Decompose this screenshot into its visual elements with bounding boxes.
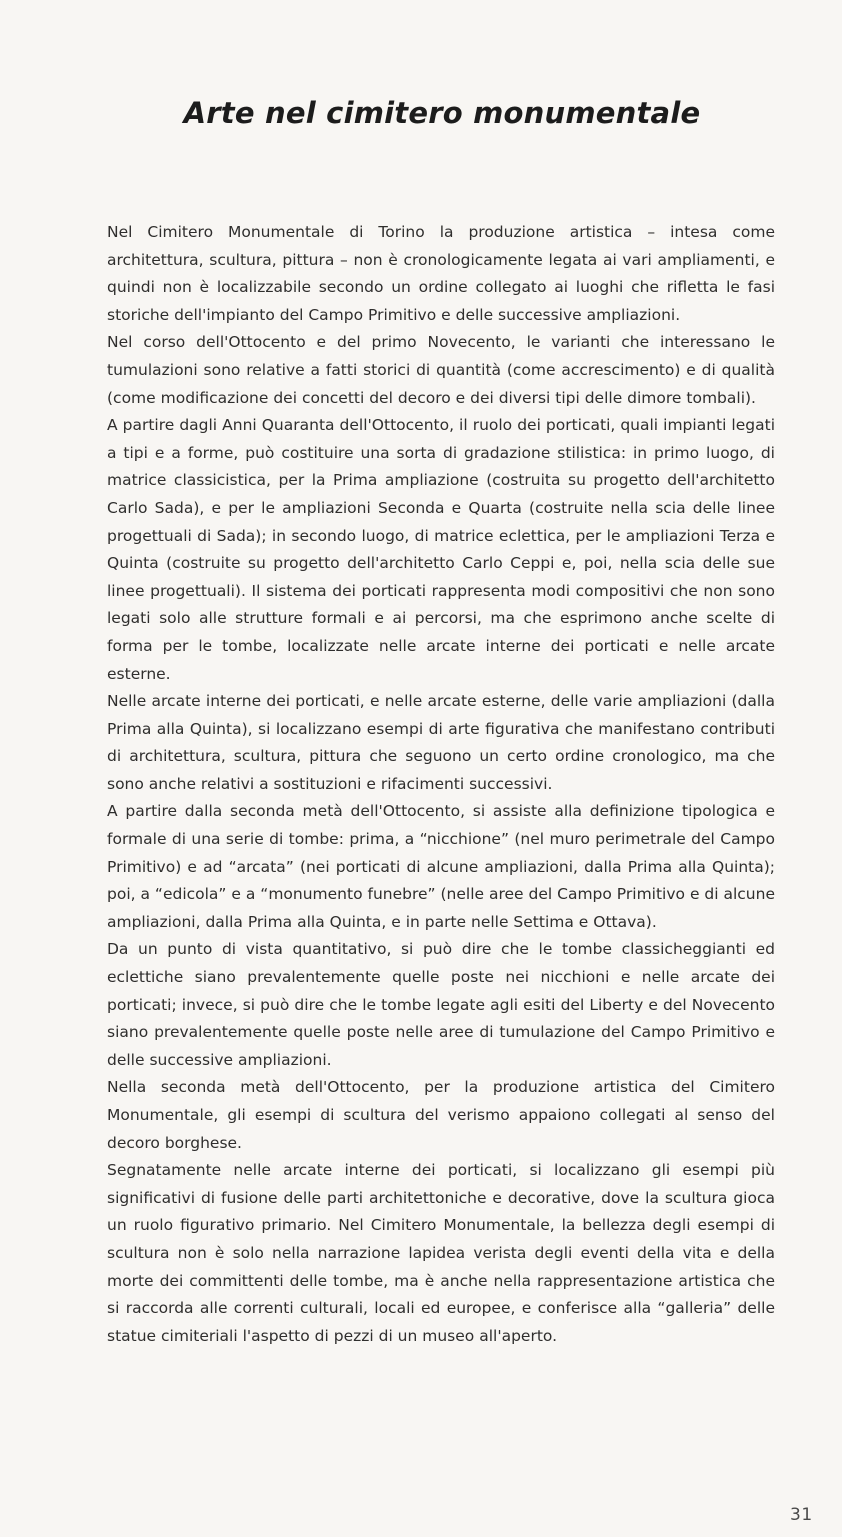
paragraph: A partire dagli Anni Quaranta dell'Ottocento, il ruolo dei porticati, quali impianti legati a tipi e a forme, può costituire una sorta di gradazione stilistica: in primo luogo, di matrice classicistica, per la Prima ampliazione (costruita su progetto dell'architetto Carlo Sada), e per le ampliazioni Seconda e Quarta (costruite nella scia delle linee progettuali di Sada); in secondo luogo, di matrice eclettica, per le ampliazioni Terza e Quinta (costruite su progetto dell'architetto Carlo Ceppi e, poi, nella scia delle sue linee progettuali). Il sistema dei porticati rappresenta modi compositivi che non sono legati solo alle strutture formali e ai percorsi, ma che esprimono anche scelte di forma per le tombe, localizzate nelle arcate interne dei porticati e nelle arcate esterne. (107, 416, 775, 683)
paragraph: Da un punto di vista quantitativo, si può dire che le tombe classicheggianti ed eclettiche siano prevalentemente quelle poste nei nicchioni e nelle arcate dei porticati; invece, si può dire che le tombe legate agli esiti del Liberty e del Novecento siano prevalentemente quelle poste nelle aree di tumulazione del Campo Primitivo e delle successive ampliazioni. (107, 940, 775, 1069)
paragraph: Nella seconda metà dell'Ottocento, per la produzione artistica del Cimitero Monumentale, gli esempi di scultura del verismo appaiono collegati al senso del decoro borghese. (107, 1078, 775, 1152)
paragraph: Nel corso dell'Ottocento e del primo Novecento, le varianti che interessano le tumulazioni sono relative a fatti storici di quantità (come accrescimento) e di qualità (come modificazione dei concetti del decoro e dei diversi tipi delle dimore tombali). (107, 333, 775, 407)
paragraph: Nel Cimitero Monumentale di Torino la produzione artistica – intesa come architettura, scultura, pittura – non è cronologicamente legata ai vari ampliamenti, e quindi non è localizzabile secondo un ordine collegato ai luoghi che rifletta le fasi storiche dell'impianto del Campo Primitivo e delle successive ampliazioni. (107, 223, 775, 324)
page-number: 31 (790, 1505, 813, 1525)
page-title: Arte nel cimitero monumentale (183, 96, 701, 130)
paragraph: Segnatamente nelle arcate interne dei porticati, si localizzano gli esempi più significativi di fusione delle parti architettoniche e decorative, dove la scultura gioca un ruolo figurativo primario. Nel Cimitero Monumentale, la bellezza degli esempi di scultura non è solo nella narrazione lapidea verista degli eventi della vita e della morte dei committenti delle tombe, ma è anche nella rappresentazione artistica che si raccorda alle correnti culturali, locali ed europee, e conferisce alla “galleria” delle statue cimiteriali l'aspetto di pezzi di un museo all'aperto. (107, 1161, 775, 1345)
paragraph: A partire dalla seconda metà dell'Ottocento, si assiste alla definizione tipologica e formale di una serie di tombe: prima, a “nicchione” (nel muro perimetrale del Campo Primitivo) e ad “arcata” (nei porticati di alcune ampliazioni, dalla Prima alla Quinta); poi, a “edicola” e a “monumento funebre” (nelle aree del Campo Primitivo e di alcune ampliazioni, dalla Prima alla Quinta, e in parte nelle Settima e Ottava). (107, 802, 775, 931)
paragraph: Nelle arcate interne dei porticati, e nelle arcate esterne, delle varie ampliazioni (dalla Prima alla Quinta), si localizzano esempi di arte figurativa che manifestano contributi di architettura, scultura, pittura che seguono un certo ordine cronologico, ma che sono anche relativi a sostituzioni e rifacimenti successivi. (107, 692, 775, 793)
body-text (107, 219, 775, 1350)
